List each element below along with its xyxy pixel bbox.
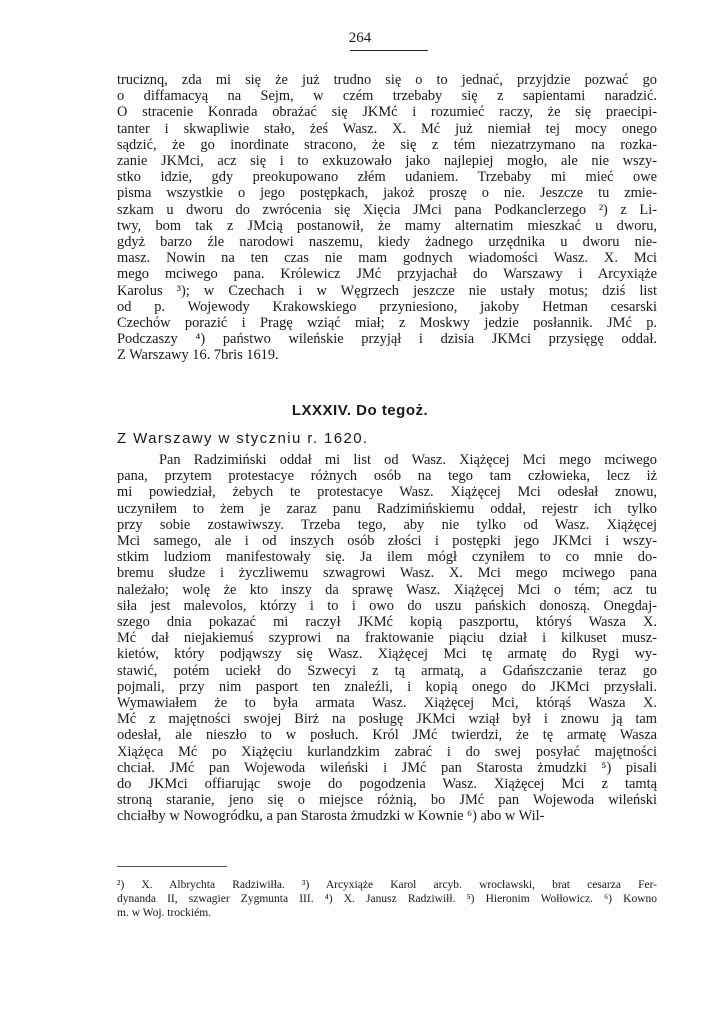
letter-line: do JKMci offiarując swoje do pogodzenia Wasz. Xiążęcej Mci z tamtą — [117, 776, 657, 793]
footnote-line: ²) X. Albrychta Radziwiłła. ³) Arcyxiąże Karol arcyb. wrocławski, brat cesarza Fer- — [117, 879, 657, 891]
continuation-line: gdyż barzo źle narodowi naszemu, kiedy żadnego urzędnika u dworu nie- — [117, 234, 657, 251]
letter-line: bremu słudze i życzliwemu szwagrowi Wasz. X. Mci mego mciwego pana — [117, 565, 657, 582]
continuation-line: Z Warszawy 16. 7bris 1619. — [117, 347, 279, 364]
continuation-line: o diffamacyą na Sejm, w czém trzebaby się z sapientami naradzić. — [117, 88, 657, 105]
letter-line: szego dnia pokazać mi raczył JKMć kopią paszportu, któryś Wasza X. — [117, 614, 657, 631]
letter-line: uczyniłem to żem je zaraz panu Radzimińskiemu oddał, rejestr ich tylko — [117, 500, 657, 517]
letter-line: siła jest malevolos, którzy i to i owo do uszu pańskich donoszą. Onegdaj- — [117, 597, 657, 614]
letter-line: stkim ludziom manifestowały się. Ja ilem mógł czyniłem to co mnie do- — [117, 549, 657, 566]
continuation-text — [117, 72, 657, 364]
letter-line: Wymawiałem że to była armata Wasz. Xiążęcej Mci, którąś Wasza X. — [117, 695, 657, 712]
continuation-line: truciznq, zda mi się że już trudno się o to jednać, przyjdzie pozwać go — [117, 72, 657, 88]
letter-line: pojmali, przy nim pasport ten znaleźli, i kopią onego do JKMci przysłali. — [117, 678, 657, 695]
letter-line: Mć dał niejakiemuś szyprowi na fraktowanie piąciu dział i kilkuset musz- — [117, 630, 657, 647]
continuation-line: Czechów porazić i Pragę wziąć miał; z Moskwy jedzie posłannik. JMć p. — [117, 315, 657, 332]
letter-line: przy sobie zostawiwszy. Trzeba tego, aby nie tylko od Wasz. Xiążęcej — [117, 516, 657, 533]
continuation-line: mego mciwego pana. Królewicz JMć przyjachał do Warszawy i Arcyxiąże — [117, 266, 657, 283]
continuation-line: tanter i skwapliwie stało, żeś Wasz. X. Mć już niemiał tej mocy onego — [117, 120, 657, 137]
letter-line: odesłał, ale nieszło to w posłuch. Król JMć twierdzi, że tę armatę Wasza — [117, 727, 657, 744]
letter-line: Xiążęca Mć po Xiążęciu kurlandzkim zabrać i do swej posyłać majętności — [117, 743, 657, 760]
continuation-line: od p. Wojewody Krakowskiego przyniesiono, jakoby Hetman cesarski — [117, 298, 657, 315]
continuation-line: masz. Nowin na ten czas nie mam godnych wiadomości Wasz. X. Mci — [117, 250, 657, 267]
continuation-line: twy, bom tak z JMcią postanowił, że mamy alternatim mieszkać u dworu, — [117, 217, 657, 234]
letter-line: Pan Radzimiński oddał mi list od Wasz. Xiążęcej Mci mego mciwego — [159, 452, 657, 468]
letter-line: Mć z majętności swojej Birż na posługę JKMci wziął był i znowu ją tam — [117, 711, 657, 728]
letter-line: kietów, który podjąwszy się Wasz. Xiążęcej Mci tę armatę do Rygi wy- — [117, 646, 657, 663]
continuation-line: szkam u dworu do zwrócenia się Xięcia JMci pana Podkanclerzego ²) z Li- — [117, 201, 657, 218]
letter-line: stawić, potém uciekł do Szwecyi z tą armatą, a Gdańszczanie teraz go — [117, 662, 657, 679]
letter-dateline: Z Warszawy w styczniu r. 1620. — [117, 430, 369, 447]
footnote-line: dynanda II, szwagier Zygmunta III. ⁴) X. Janusz Radziwiłł. ⁵) Hieronim Wołłowicz. ⁶) Kowno — [117, 893, 657, 905]
letter-line: pana, przytem protestacye różnych osób na tego tam człowieka, lecz iż — [117, 468, 657, 485]
footnote-rule — [117, 866, 227, 867]
page-number-rule — [350, 50, 428, 51]
letter-line: chciałby w Nowogródku, a pan Starosta żmudzki w Kownie ⁶) abo w Wil- — [117, 808, 545, 825]
continuation-line: sądzić, że go inordinate stracono, że się z tém niezatrzymano na rozka- — [117, 136, 657, 153]
letter-text — [117, 452, 657, 825]
letter-line: stroną staranie, jeno się o miejsce różnią, bo JMć pan Wojewoda wileński — [117, 792, 657, 809]
footnotes — [117, 878, 657, 920]
letter-line: mi powiedział, żebych te protestacye Wasz. Xiążęcej Mci odesłał znowu, — [117, 484, 657, 501]
letter-line: Mci samego, ale i od inszych osób złości i postępki jego JKMci i wszy- — [117, 533, 657, 550]
page-number: 264 — [348, 30, 372, 46]
continuation-line: Karolus ³); w Czechach i w Węgrzech jeszcze nie ustały motus; dziś list — [117, 282, 657, 299]
continuation-line: stko idzie, gdy preokupowano złém udaniem. Trzebaby mi mieć owe — [117, 169, 657, 186]
letter-line: należało; wolę że kto inszy da sprawę Wasz. Xiążęcej Mci o tém; acz tu — [117, 581, 657, 598]
letter-heading: LXXXIV. Do tegoż. — [291, 402, 429, 419]
continuation-line: zanie JKMci, acz się i to exkuzowało jako najlepiej mogło, ale nie wszy- — [117, 153, 657, 170]
continuation-line: O stracenie Konrada obrażać się JKMć i rozumieć raczy, że się praecipi- — [117, 104, 657, 121]
continuation-line: Podczaszy ⁴) państwo wileńskie przyjął i dzisia JKMci przysięgę oddał. — [117, 331, 657, 348]
letter-line: chciał. JMć pan Wojewoda wileński i JMć pan Starosta żmudzki ⁵) pisali — [117, 759, 657, 776]
footnote-line: m. w Woj. trockiém. — [117, 907, 212, 919]
continuation-line: pisma wszystkie o jego postępkach, jakoż proszę o nie. Jeszcze tu zmie- — [117, 185, 657, 202]
